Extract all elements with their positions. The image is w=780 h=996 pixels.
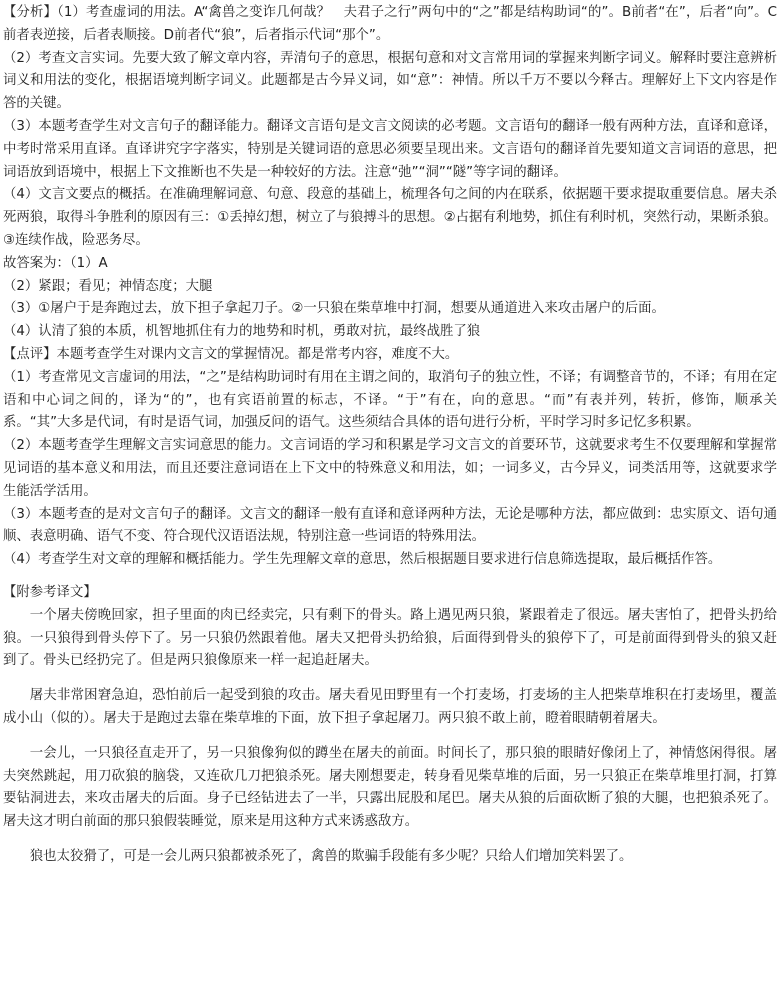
translation-paragraph: 一会儿，一只狼径直走开了，另一只狼像狗似的蹲坐在屠夫的前面。时间长了，那只狼的眼睛好像闭上了，神情悠闲得很。屠夫突然跳起，用刀砍狼的脑袋，又连砍几刀把狼杀死。屠夫刚想要走，转身看见柴草堆的后面，另一只狼正在柴草堆里打洞，打算要钻洞进去，来攻击屠夫的后面。身子已经钻进去了一半，只露出屁股和尾巴。屠夫从狼的后面砍断了狼的大腿，也把狼杀死了。屠夫这才明白前面的那只狼假装睡觉，原来是用这种方式来诱惑敌方。 — [3, 745, 777, 830]
answer-line: （3）①屠户于是奔跑过去，放下担子拿起刀子。②一只狼在柴草堆中打洞，想要从通道进入来攻击屠户的后面。 — [3, 301, 665, 317]
comment-section — [3, 344, 777, 572]
answer-line: （4）认清了狼的本质，机智地抓住有力的地势和时机，勇敢对抗，最终战胜了狼 — [3, 324, 481, 340]
analysis-paragraph: （4）文言文要点的概括。在准确理解词意、句意、段意的基础上，梳理各句之间的内在联系，依据题干要求提取重要信息。屠夫杀死两狼，取得斗争胜利的原因有三：①丢掉幻想，树立了与狼搏斗的思想。②占据有利地势，抓住有利时机，突然行动，果断杀狼。③连续作战，险恶务尽。 — [3, 187, 777, 248]
analysis-paragraph: 【分析】（1）考查虚词的用法。A“禽兽之变诈几何哉？ 夫君子之行”两句中的“之”都是结构助词“的”。B前者“在”，后者“向”。C前者表逆接，后者表顺接。D前者代“狼”，后者指示代词“那个”。 — [3, 5, 777, 43]
comment-paragraph: （2）本题考查学生理解文言实词意思的能力。文言词语的学习和积累是学习文言文的首要环节，这就要求考生不仅要理解和掌握常见词语的基本意义和用法，而且还要注意词语在上下文中的特殊意义和用法，如；一词多义，古今异义，词类活用等，这就要求学生能活学活用。 — [3, 438, 777, 499]
translation-paragraph: 狼也太狡猾了，可是一会儿两只狼都被杀死了，禽兽的欺骗手段能有多少呢？只给人们增加笑料罢了。 — [29, 848, 633, 864]
comment-paragraph: （1）考查常见文言虚词的用法，“之”是结构助词时有用在主谓之间的，取消句子的独立性，不译；有调整音节的，不译；有用在定语和中心词之间的，译为“的”，也有宾语前置的标志，不译。“于”有在，向的意思。“而”有表并列，转折，修饰，顺承关系。“其”大多是代词，有时是语气词，加强反问的语气。这些须结合具体的语句进行分析，平时学习时多记忆多积累。 — [3, 369, 777, 431]
comment-paragraph: （3）本题考查的是对文言句子的翻译。文言文的翻译一般有直译和意译两种方法，无论是哪种方法，都应做到：忠实原文、语句通顺、表意明确、语气不变、符合现代汉语语法规，特别注意一些词语的特殊用法。 — [3, 506, 777, 545]
translation-heading: 【附参考译文】 — [3, 584, 97, 600]
translation-paragraph: 屠夫非常困窘急迫，恐怕前后一起受到狼的攻击。屠夫看见田野里有一个打麦场，打麦场的主人把柴草堆积在打麦场里，覆盖成小山（似的）。屠夫于是跑过去靠在柴草堆的下面，放下担子拿起屠刀。两只狼不敢上前，瞪着眼睛朝着屠夫。 — [3, 688, 777, 726]
analysis-section — [3, 2, 777, 253]
answer-line: （2）紧跟；看见；神情态度；大腿 — [3, 278, 213, 294]
translation-section — [3, 582, 777, 869]
translation-paragraph: 一个屠夫傍晚回家，担子里面的肉已经卖完，只有剩下的骨头。路上遇见两只狼，紧跟着走了很远。屠夫害怕了，把骨头扔给狼。一只狼得到骨头停下了。另一只狼仍然跟着他。屠夫又把骨头扔给狼，后面得到骨头的狼停下了，可是前面得到骨头的狼又赶到了。骨头已经扔完了。但是两只狼像原来一样一起追赶屠夫。 — [3, 607, 777, 669]
answers-section — [3, 253, 777, 344]
analysis-paragraph: （2）考查文言实词。先要大致了解文章内容，弄清句子的意思，根据句意和对文言常用词的掌握来判断字词义。解释时要注意辨析词义和用法的变化，根据语境判断字词义。此题都是古今异义词，如“意”：神情。所以千万不要以今释古。理解好上下文内容是作答的关键。 — [3, 50, 777, 112]
spacer — [3, 572, 777, 582]
analysis-paragraph: （3）本题考查学生对文言句子的翻译能力。翻译文言语句是文言文阅读的必考题。文言语句的翻译一般有两种方法，直译和意译，中考时常采用直译。直译讲究字字落实，特别是关键词语的意思必须要呈现出来。文言语句的翻译首先要知道文言词语的意思，把词语放到语境中，根据上下文推断也不失是一种较好的方法。注意“弛”“洞”“隧”等字词的翻译。 — [3, 118, 777, 180]
comment-paragraph: 【点评】本题考查学生对课内文言文的掌握情况。都是常考内容，难度不大。 — [3, 346, 459, 362]
comment-paragraph: （4）考查学生对文章的理解和概括能力。学生先理解文章的意思，然后根据题目要求进行信息筛选提取，最后概括作答。 — [3, 552, 722, 568]
answer-line: 故答案为：（1）A — [3, 255, 108, 271]
